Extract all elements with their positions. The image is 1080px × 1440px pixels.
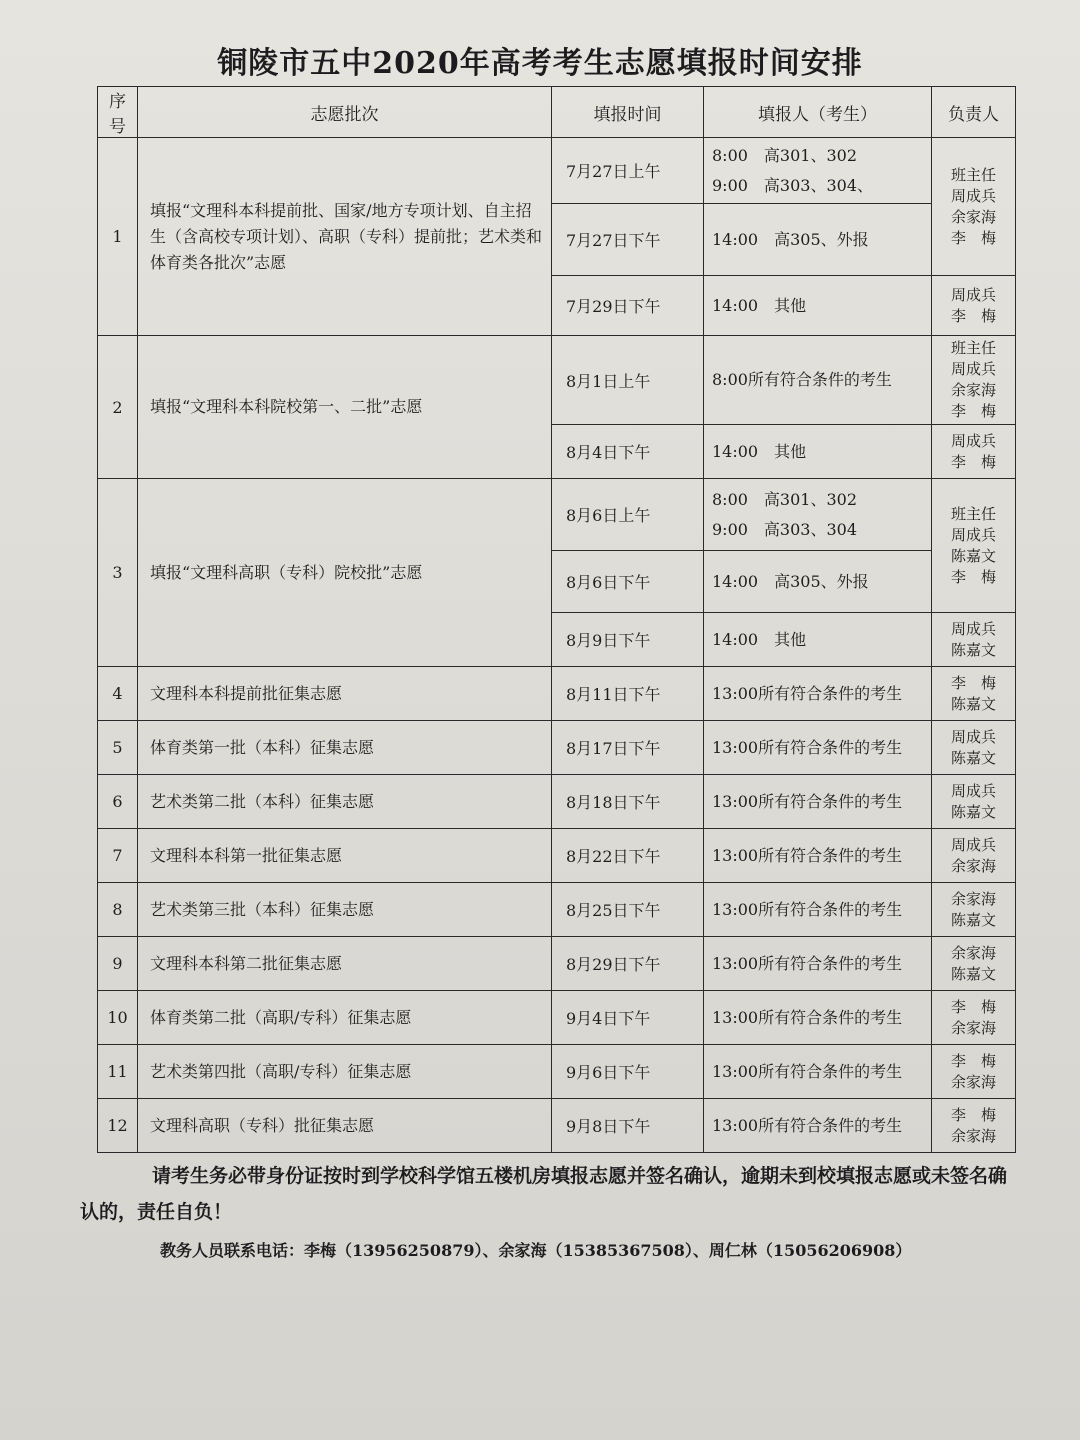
table-header-row — [98, 87, 1016, 138]
responsible-name: 余家海 — [950, 381, 996, 399]
applicant-line: 8:00所有符合条件的考生 — [712, 370, 892, 389]
row-number: 8 — [98, 883, 138, 937]
responsible-name: 李 梅 — [950, 567, 996, 586]
applicant-line: 14:00 其他 — [712, 441, 807, 461]
table-row — [98, 937, 1016, 991]
table-body — [98, 138, 1016, 1153]
applicant-line: 9:00 高303、304、 — [712, 175, 874, 195]
time-cell: 8月22日下午 — [552, 829, 704, 883]
responsible-name: 班主任 — [950, 339, 996, 357]
time-cell: 9月4日下午 — [552, 991, 704, 1045]
document-title: 铜陵市五中2020年高考考生志愿填报时间安排 — [217, 46, 863, 81]
batch-cell: 文理科本科第二批征集志愿 — [138, 937, 552, 991]
row-number: 11 — [98, 1045, 138, 1099]
time-cell: 9月6日下午 — [552, 1045, 704, 1099]
responsible-name: 李 梅 — [950, 1105, 996, 1124]
responsible-cell — [932, 425, 1016, 479]
row-number: 10 — [98, 991, 138, 1045]
responsible-name: 陈嘉文 — [950, 546, 996, 565]
applicant-cell: 13:00所有符合条件的考生 — [704, 721, 932, 775]
table-row — [98, 721, 1016, 775]
responsible-cell — [932, 138, 1016, 276]
responsible-name: 李 梅 — [950, 402, 996, 420]
responsible-name: 周成兵 — [950, 285, 996, 304]
applicant-cell: 13:00所有符合条件的考生 — [704, 937, 932, 991]
responsible-name: 陈嘉文 — [950, 802, 996, 821]
responsible-cell — [932, 479, 1016, 613]
applicant-cell — [704, 613, 932, 667]
responsible-cell — [932, 667, 1016, 721]
responsible-name: 李 梅 — [950, 1051, 996, 1070]
responsible-cell — [932, 276, 1016, 336]
responsible-name: 余家海 — [950, 1018, 996, 1037]
batch-cell: 填报“文理科本科提前批、国家/地方专项计划、自主招生（含高校专项计划）、高职（专科）提前批；艺术类和体育类各批次”志愿 — [138, 138, 552, 336]
responsible-name: 陈嘉文 — [950, 640, 996, 659]
row-number: 6 — [98, 775, 138, 829]
batch-cell: 艺术类第二批（本科）征集志愿 — [138, 775, 552, 829]
responsible-name: 陈嘉文 — [950, 694, 996, 713]
row-number: 3 — [98, 479, 138, 667]
batch-cell: 艺术类第四批（高职/专科）征集志愿 — [138, 1045, 552, 1099]
responsible-name: 周成兵 — [950, 835, 996, 854]
responsible-name: 陈嘉文 — [950, 964, 996, 983]
table-row — [98, 991, 1016, 1045]
applicant-line: 8:00 高301、302 — [712, 489, 858, 509]
header-no: 序号 — [98, 87, 138, 138]
responsible-name: 周成兵 — [950, 619, 996, 638]
responsible-name: 陈嘉文 — [950, 910, 996, 929]
applicant-cell — [704, 425, 932, 479]
table-row — [98, 336, 1016, 425]
responsible-name: 余家海 — [950, 889, 996, 908]
responsible-name: 周成兵 — [950, 525, 996, 544]
responsible-name: 周成兵 — [950, 360, 996, 378]
responsible-name: 余家海 — [950, 856, 996, 875]
applicant-line: 9:00 高303、304 — [712, 519, 858, 539]
time-cell: 8月11日下午 — [552, 667, 704, 721]
responsible-name: 李 梅 — [950, 997, 996, 1016]
applicant-line: 14:00 高305、外报 — [712, 571, 869, 591]
responsible-cell — [932, 991, 1016, 1045]
row-number: 9 — [98, 937, 138, 991]
batch-cell: 填报“文理科高职（专科）院校批”志愿 — [138, 479, 552, 667]
time-cell: 8月6日上午 — [552, 479, 704, 551]
responsible-name: 班主任 — [950, 504, 996, 523]
applicant-cell: 13:00所有符合条件的考生 — [704, 1099, 932, 1153]
time-cell: 7月27日上午 — [552, 138, 704, 204]
time-cell: 8月25日下午 — [552, 883, 704, 937]
applicant-line: 8:00 高301、302 — [712, 145, 858, 165]
time-cell: 8月4日下午 — [552, 425, 704, 479]
applicant-cell — [704, 336, 932, 425]
schedule-table — [97, 86, 1016, 1153]
responsible-cell — [932, 775, 1016, 829]
responsible-cell — [932, 829, 1016, 883]
time-cell: 8月1日上午 — [552, 336, 704, 425]
time-cell: 7月27日下午 — [552, 204, 704, 276]
time-cell: 8月29日下午 — [552, 937, 704, 991]
time-cell: 9月8日下午 — [552, 1099, 704, 1153]
table-row — [98, 883, 1016, 937]
applicant-cell: 13:00所有符合条件的考生 — [704, 991, 932, 1045]
applicant-cell: 13:00所有符合条件的考生 — [704, 829, 932, 883]
responsible-name: 周成兵 — [950, 431, 996, 450]
time-cell: 8月9日下午 — [552, 613, 704, 667]
applicant-cell — [704, 551, 932, 613]
header-batch: 志愿批次 — [138, 87, 552, 138]
responsible-name: 李 梅 — [950, 228, 996, 247]
table-row — [98, 1045, 1016, 1099]
responsible-name: 余家海 — [950, 943, 996, 962]
notice-text: 请考生务必带身份证按时到学校科学馆五楼机房填报志愿并签名确认，逾期未到校填报志愿或未签名确认的，责任自负！ — [80, 1165, 1008, 1223]
responsible-cell — [932, 1045, 1016, 1099]
responsible-name: 李 梅 — [950, 306, 996, 325]
time-cell: 8月17日下午 — [552, 721, 704, 775]
applicant-cell — [704, 479, 932, 551]
time-cell: 7月29日下午 — [552, 276, 704, 336]
time-cell: 8月18日下午 — [552, 775, 704, 829]
row-number: 1 — [98, 138, 138, 336]
applicant-cell: 13:00所有符合条件的考生 — [704, 775, 932, 829]
batch-cell: 艺术类第三批（本科）征集志愿 — [138, 883, 552, 937]
responsible-cell — [932, 883, 1016, 937]
table-row — [98, 667, 1016, 721]
applicant-line: 14:00 其他 — [712, 629, 807, 649]
table-row — [98, 138, 1016, 204]
contact-line: 教务人员联系电话：李梅（13956250879）、余家海（15385367508）、周仁林（15056206908） — [160, 1241, 912, 1260]
row-number: 5 — [98, 721, 138, 775]
table-row — [98, 1099, 1016, 1153]
header-applicant: 填报人（考生） — [704, 87, 932, 138]
applicant-cell: 13:00所有符合条件的考生 — [704, 667, 932, 721]
applicant-line: 14:00 高305、外报 — [712, 229, 869, 249]
responsible-name: 余家海 — [950, 1126, 996, 1145]
time-cell: 8月6日下午 — [552, 551, 704, 613]
header-time: 填报时间 — [552, 87, 704, 138]
applicant-cell — [704, 138, 932, 204]
responsible-name: 余家海 — [950, 1072, 996, 1091]
batch-cell: 体育类第一批（本科）征集志愿 — [138, 721, 552, 775]
batch-cell: 填报“文理科本科院校第一、二批”志愿 — [138, 336, 552, 479]
responsible-name: 周成兵 — [950, 781, 996, 800]
row-number: 2 — [98, 336, 138, 479]
header-responsible: 负责人 — [932, 87, 1016, 138]
applicant-cell: 13:00所有符合条件的考生 — [704, 883, 932, 937]
batch-cell: 文理科本科提前批征集志愿 — [138, 667, 552, 721]
row-number: 4 — [98, 667, 138, 721]
responsible-cell — [932, 721, 1016, 775]
batch-cell: 文理科本科第一批征集志愿 — [138, 829, 552, 883]
batch-cell: 体育类第二批（高职/专科）征集志愿 — [138, 991, 552, 1045]
responsible-name: 李 梅 — [950, 673, 996, 692]
batch-cell: 文理科高职（专科）批征集志愿 — [138, 1099, 552, 1153]
responsible-name: 周成兵 — [950, 727, 996, 746]
responsible-name: 余家海 — [950, 207, 996, 226]
responsible-cell — [932, 1099, 1016, 1153]
table-row — [98, 829, 1016, 883]
responsible-cell — [932, 937, 1016, 991]
responsible-name: 班主任 — [950, 165, 996, 184]
applicant-cell — [704, 204, 932, 276]
responsible-name: 李 梅 — [950, 452, 996, 471]
responsible-cell — [932, 613, 1016, 667]
responsible-name: 周成兵 — [950, 186, 996, 205]
row-number: 12 — [98, 1099, 138, 1153]
applicant-line: 14:00 其他 — [712, 295, 807, 315]
row-number: 7 — [98, 829, 138, 883]
responsible-name: 陈嘉文 — [950, 748, 996, 767]
applicant-cell: 13:00所有符合条件的考生 — [704, 1045, 932, 1099]
applicant-cell — [704, 276, 932, 336]
table-row — [98, 479, 1016, 551]
table-row — [98, 775, 1016, 829]
responsible-cell — [932, 336, 1016, 425]
